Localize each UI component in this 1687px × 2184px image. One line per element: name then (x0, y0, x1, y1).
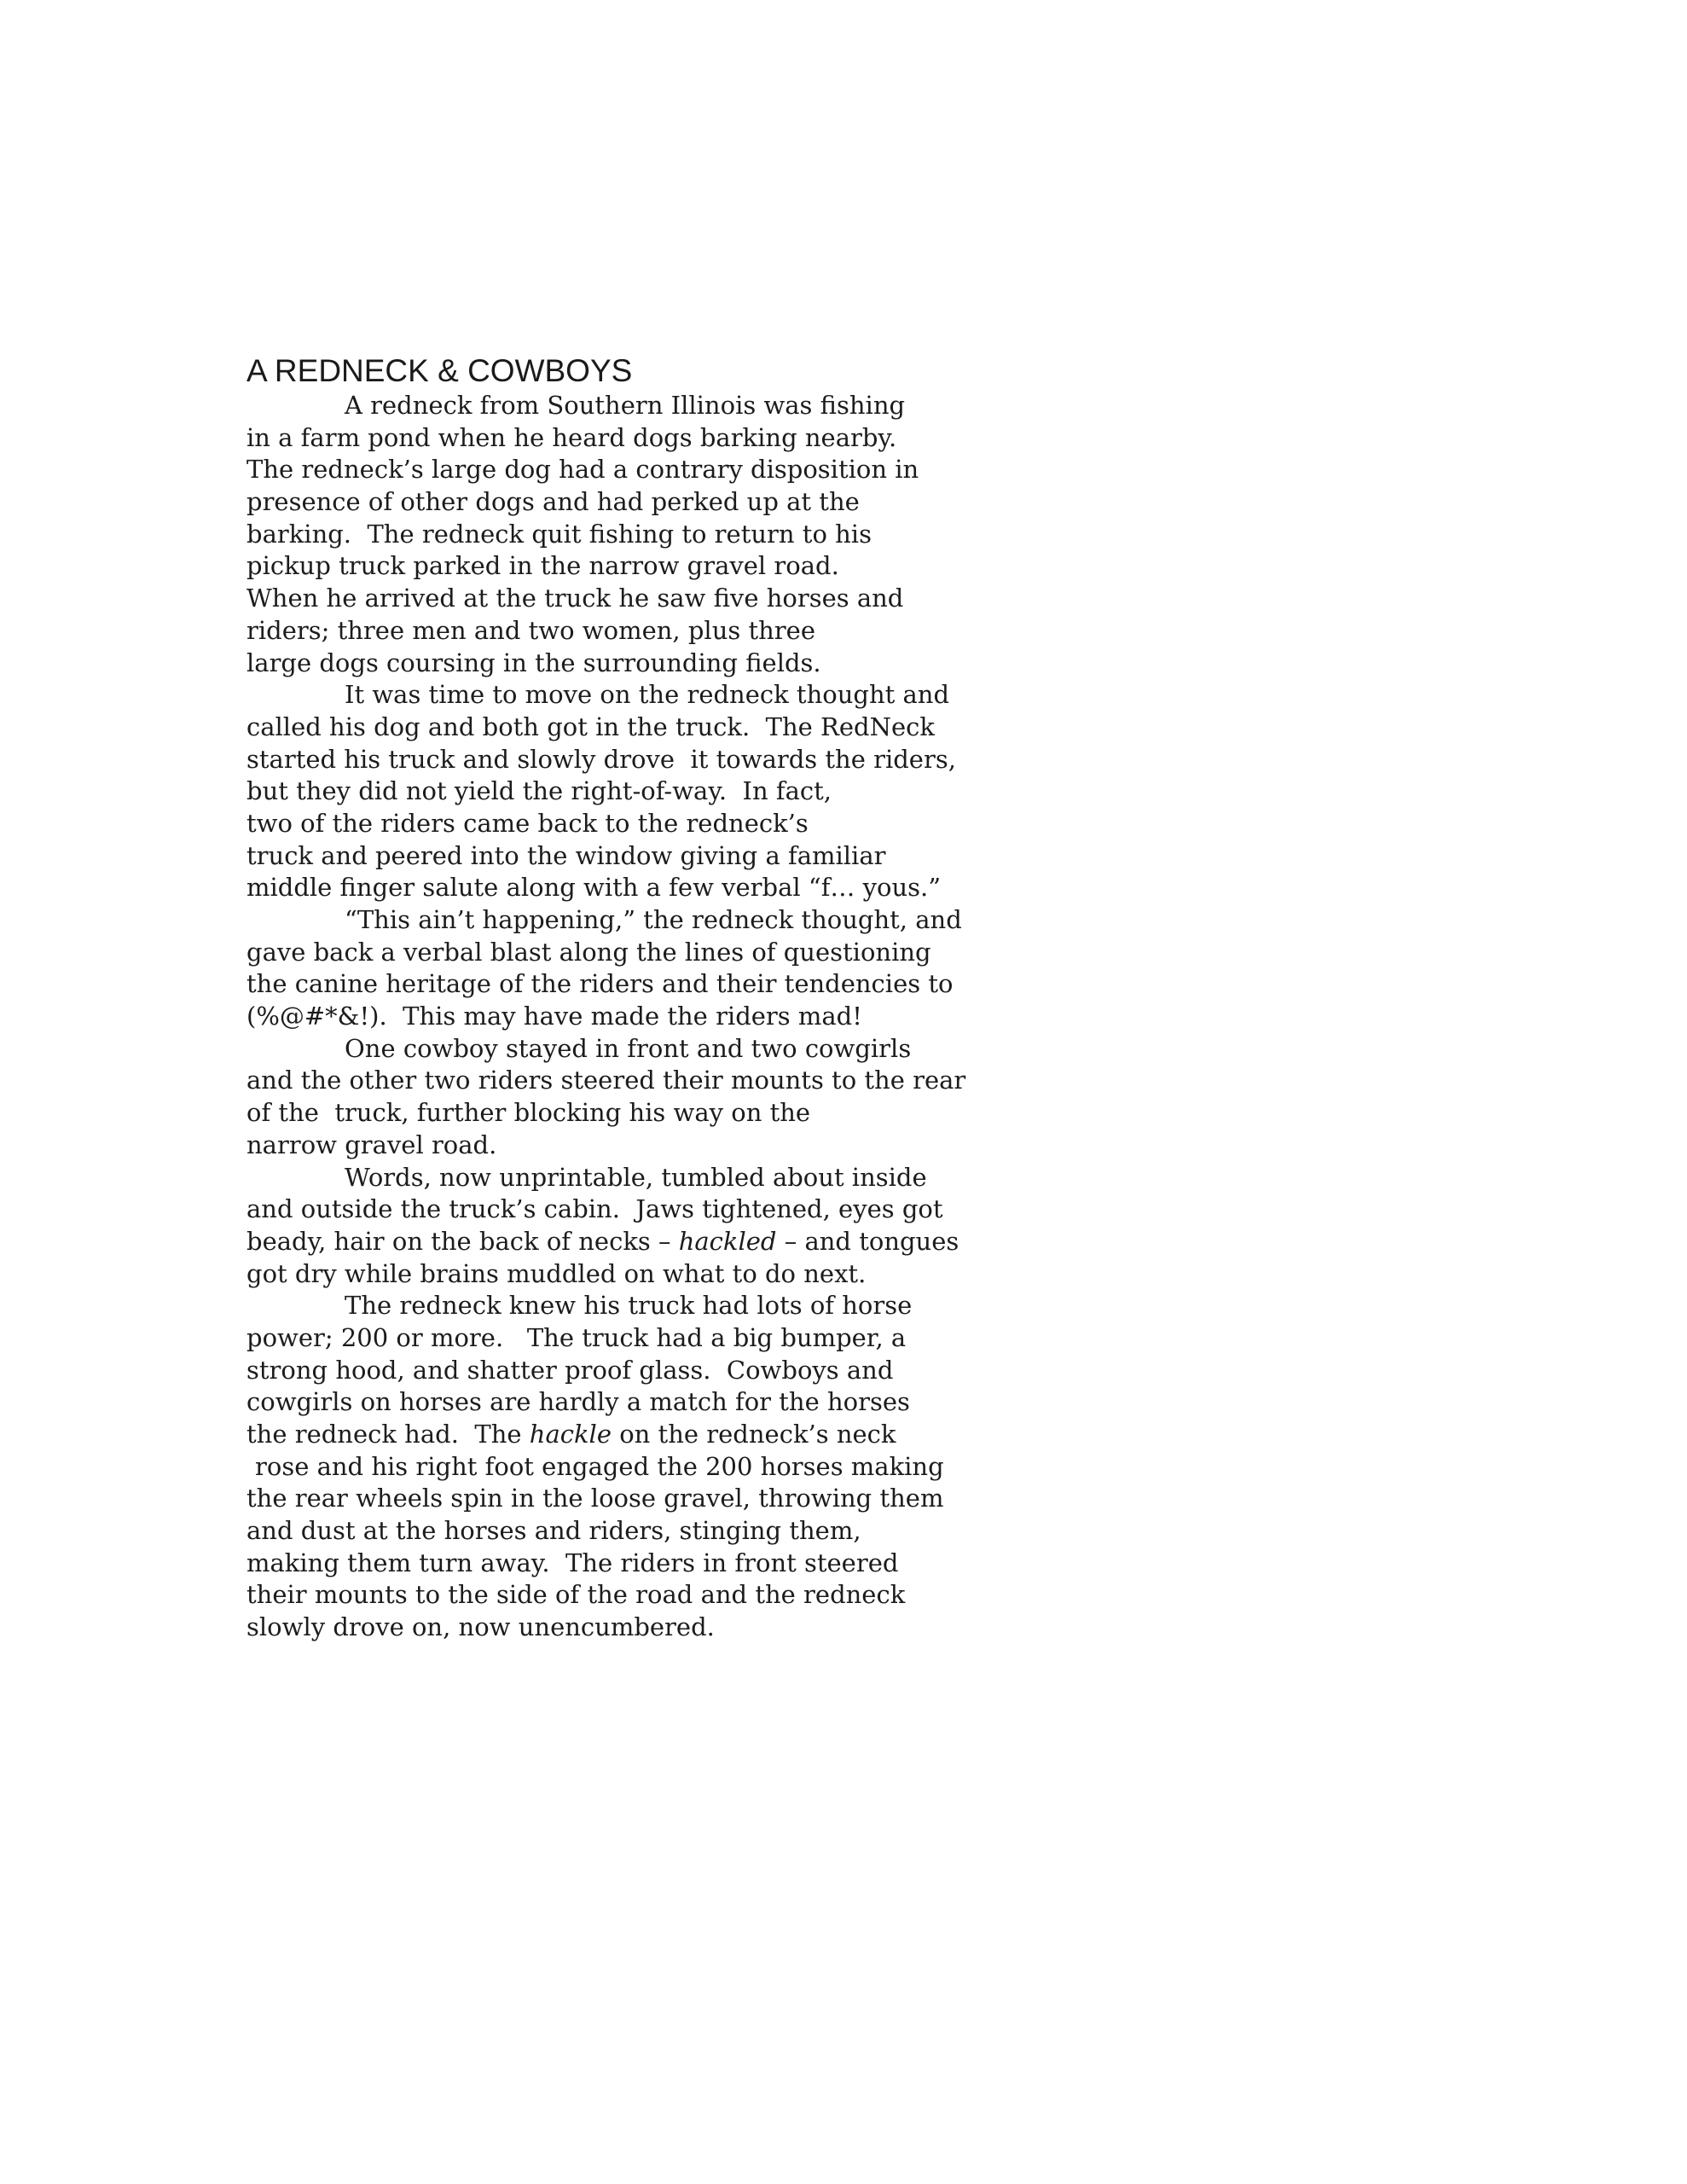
paragraph-line: in a farm pond when he heard dogs barking nearby. (246, 422, 897, 452)
paragraph-line: and outside the truck’s cabin. Jaws tightened, eyes got (246, 1194, 943, 1224)
story-title: A REDNECK & COWBOYS (246, 353, 633, 388)
paragraph-line: strong hood, and shatter proof glass. Cowboys and (246, 1355, 894, 1385)
paragraph-line: the rear wheels spin in the loose gravel, throwing them (246, 1484, 944, 1513)
paragraph-line: pickup truck parked in the narrow gravel road. (246, 551, 839, 581)
paragraph-line: the canine heritage of the riders and their tendencies to (246, 969, 954, 999)
italic-word: hackle (529, 1420, 612, 1449)
paragraph-line: and the other two riders steered their mounts to the rear (246, 1066, 966, 1095)
line-text: beady, hair on the back of necks – (246, 1226, 679, 1256)
paragraph-line: gave back a verbal blast along the lines of questioning (246, 937, 931, 967)
paragraph-line: two of the riders came back to the redneck’s (246, 808, 809, 838)
paragraph-line: and dust at the horses and riders, stinging them, (246, 1516, 861, 1546)
paragraph-line: got dry while brains muddled on what to do next. (246, 1258, 867, 1288)
line-text: on the redneck’s neck (611, 1420, 896, 1449)
paragraph-line: rose and his right foot engaged the 200 horses making (255, 1451, 944, 1481)
line-text: the redneck had. The (246, 1420, 530, 1449)
paragraph-line: started his truck and slowly drove it towards the riders, (246, 744, 956, 774)
paragraph-line: One cowboy stayed in front and two cowgirls (345, 1033, 912, 1063)
paragraph-line: middle finger salute along with a few verbal “f… yous.” (246, 873, 942, 903)
paragraph-line: When he arrived at the truck he saw five horses and (246, 584, 904, 613)
paragraph-line: cowgirls on horses are hardly a match for the horses (246, 1387, 910, 1417)
paragraph-line: making them turn away. The riders in front steered (246, 1548, 899, 1577)
paragraph-line: but they did not yield the right-of-way. In fact, (246, 776, 832, 806)
paragraph-line: (%@#*&!). This may have made the riders mad! (246, 1002, 862, 1031)
paragraph-line: their mounts to the side of the road and the redneck (246, 1580, 906, 1610)
paragraph-line: slowly drove on, now unencumbered. (246, 1612, 715, 1642)
paragraph-line: of the truck, further blocking his way on the (246, 1098, 811, 1128)
story-body (246, 390, 1099, 1644)
paragraph-line: presence of other dogs and had perked up at the (246, 487, 860, 517)
paragraph-line: power; 200 or more. The truck had a big bumper, a (246, 1322, 907, 1352)
paragraph-line: large dogs coursing in the surrounding fields. (246, 648, 821, 677)
paragraph-line: The redneck knew his truck had lots of horse (345, 1291, 913, 1321)
paragraph-line: riders; three men and two women, plus three (246, 615, 815, 645)
paragraph-line: Words, now unprintable, tumbled about inside (345, 1162, 927, 1192)
paragraph-line (246, 1419, 1099, 1451)
paragraph-line (246, 1226, 1099, 1258)
italic-word: hackled (678, 1226, 777, 1256)
paragraph-line: truck and peered into the window giving a familiar (246, 840, 886, 870)
paragraph-line: The redneck’s large dog had a contrary disposition in (246, 455, 919, 485)
paragraph-line: narrow gravel road. (246, 1130, 497, 1159)
paragraph-line: It was time to move on the redneck thought and (345, 680, 950, 710)
line-text: – and tongues (776, 1226, 959, 1256)
paragraph-line: called his dog and both got in the truck. The RedNeck (246, 712, 935, 741)
paragraph-line: A redneck from Southern Illinois was fishing (345, 391, 906, 420)
paragraph-line: barking. The redneck quit fishing to return to his (246, 519, 872, 549)
paragraph-line: “This ain’t happening,” the redneck thought, and (345, 905, 962, 934)
